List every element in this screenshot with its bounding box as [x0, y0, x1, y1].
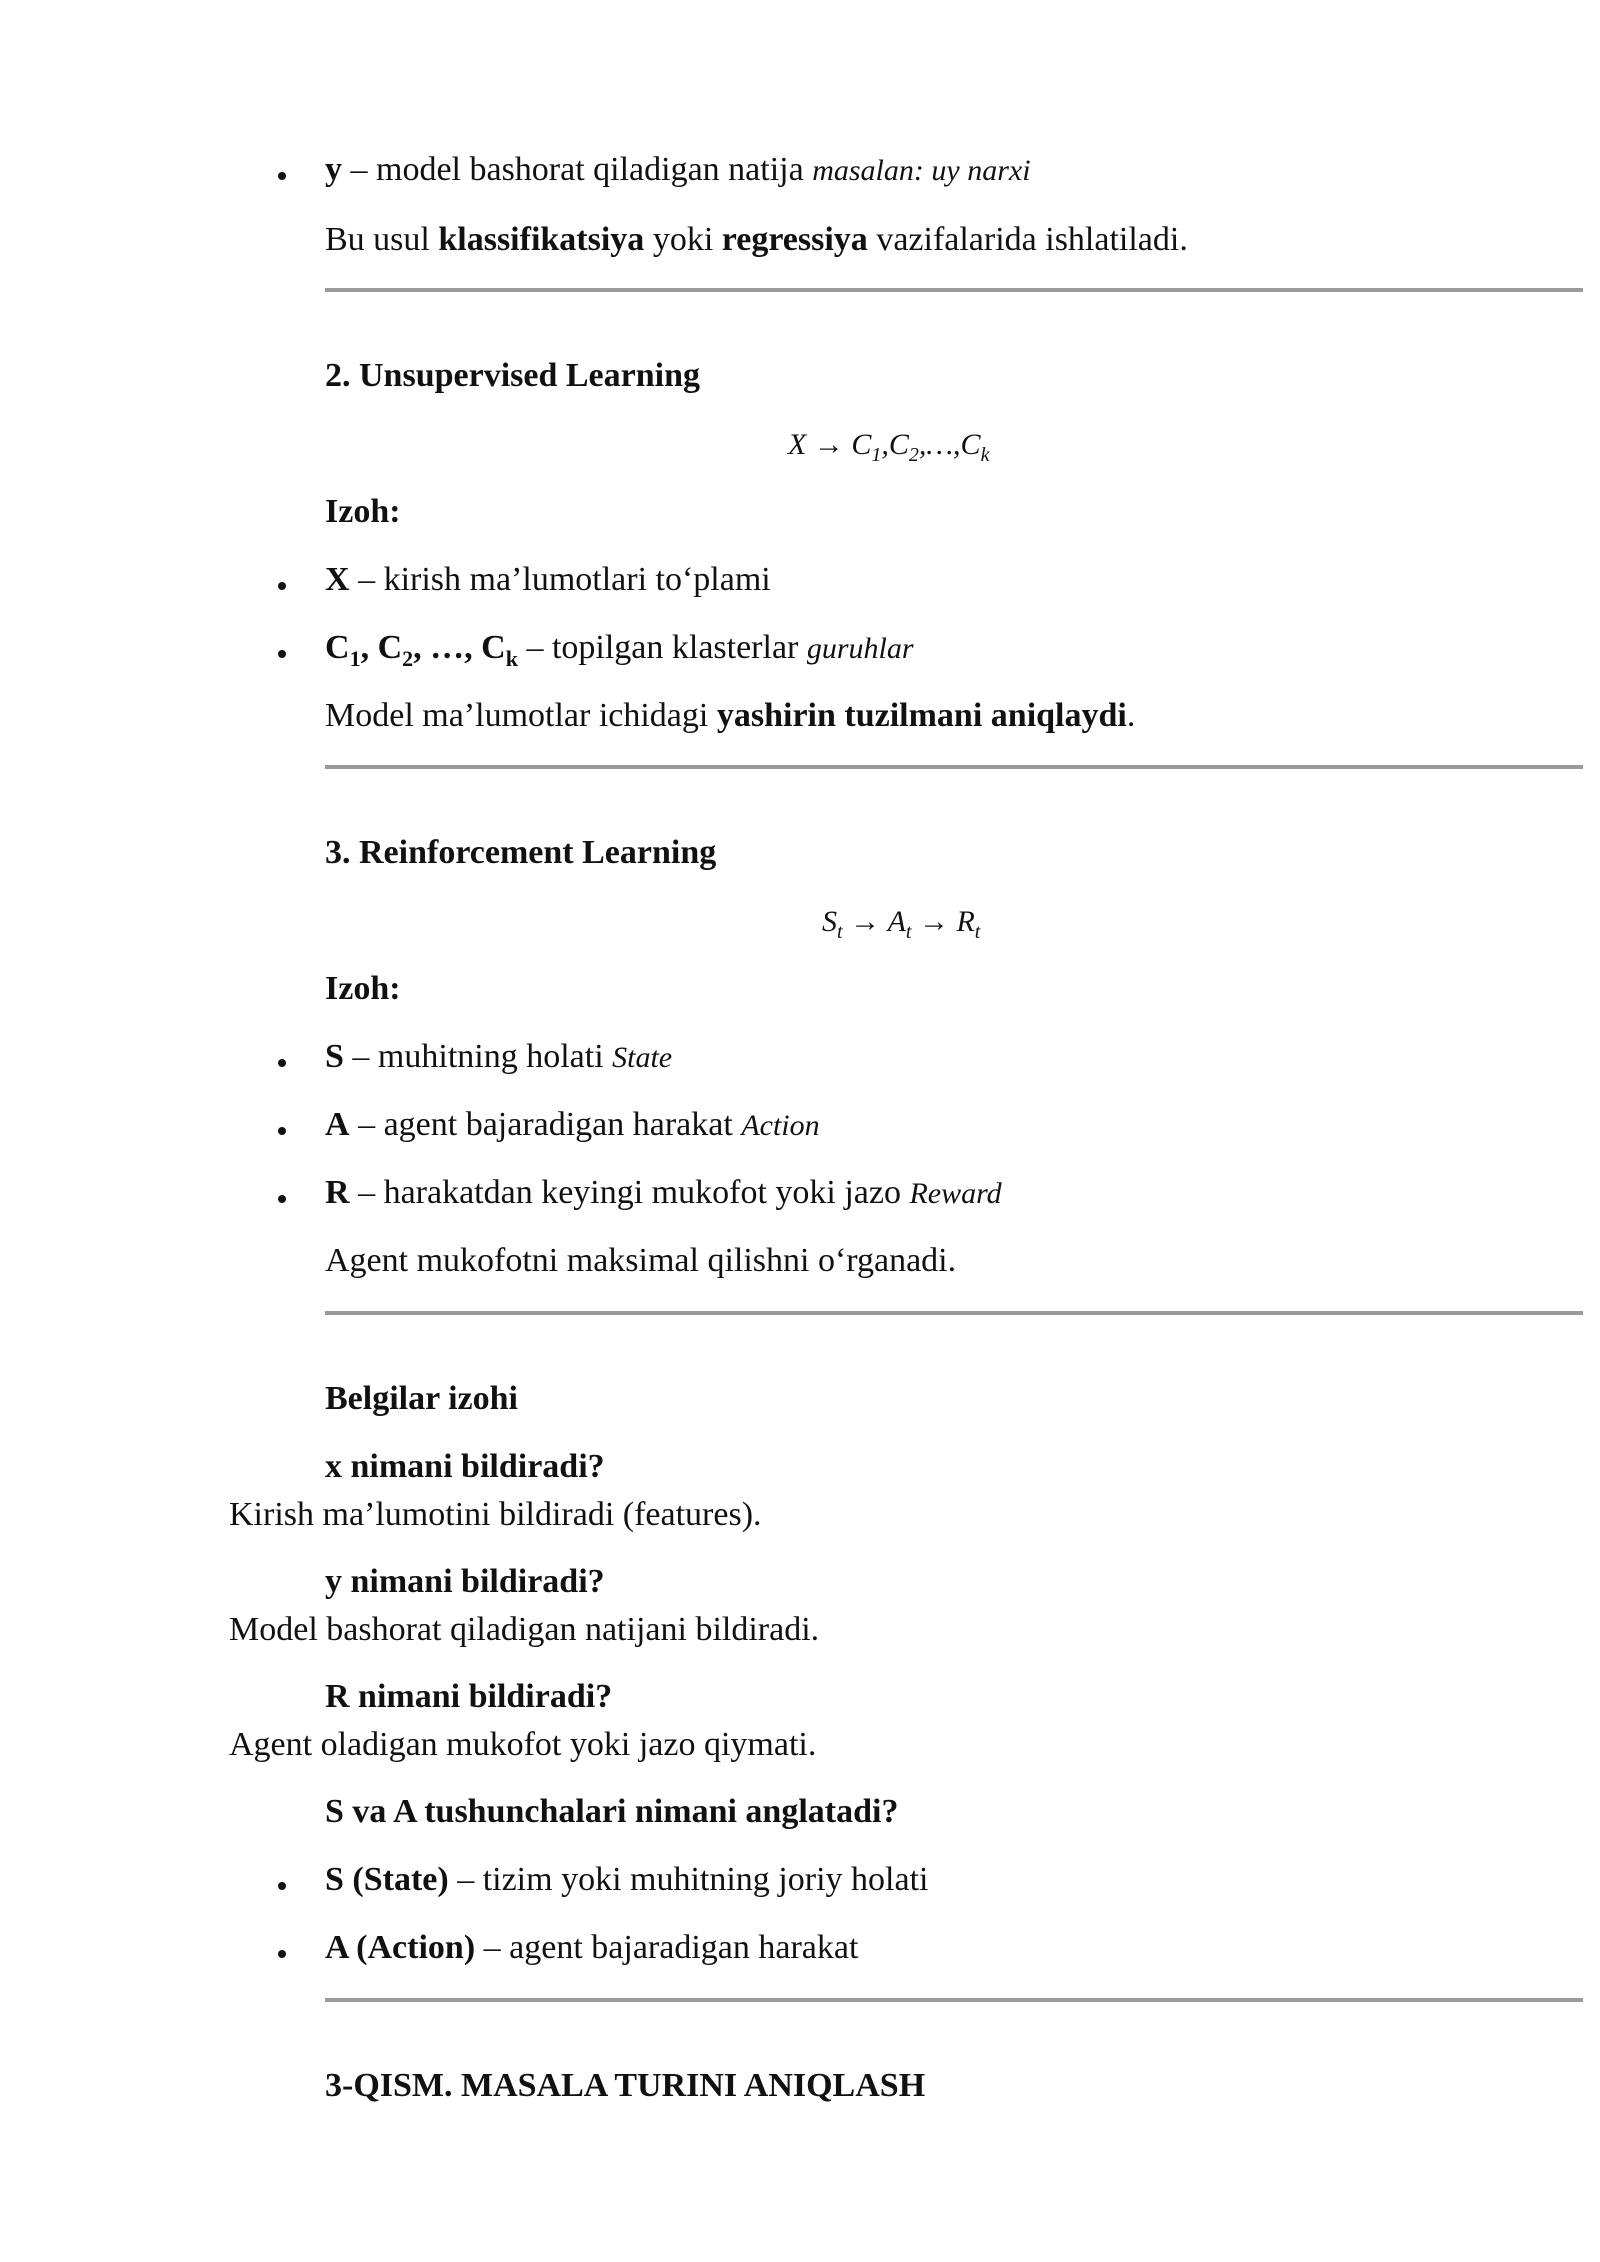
- cluster-sub-k: k: [505, 645, 518, 671]
- symbol-s: S: [325, 1038, 344, 1075]
- formula-r: R: [956, 905, 975, 938]
- question-x: x nimani bildiradi?: [325, 1448, 605, 1485]
- formula-sub-t1: t: [837, 921, 843, 943]
- formula-c1: C: [851, 428, 872, 461]
- answer-r: Agent oladigan mukofot yoki jazo qiymati.: [229, 1726, 817, 1763]
- summary-bold: yashirin tuzilmani aniqlaydi: [716, 697, 1127, 734]
- usage-paragraph: [325, 220, 1188, 261]
- y-definition-text: – model bashorat qiladigan natija: [342, 151, 813, 188]
- part-3-title: 3-QISM. MASALA TURINI ANIQLASH: [325, 2067, 926, 2104]
- cluster-sub-1: 1: [349, 645, 361, 671]
- cluster-c1: C: [325, 629, 350, 666]
- usage-post: vazifalarida ishlatiladi.: [867, 221, 1188, 258]
- cluster-dots: , …,: [413, 629, 482, 666]
- izoh-heading: Izoh:: [325, 493, 401, 530]
- s-definition-note: State: [612, 1041, 673, 1074]
- a-definition-note: Action: [741, 1109, 820, 1142]
- formula-arrow-1: →: [842, 905, 888, 938]
- formula-sub-2: 2: [908, 444, 919, 466]
- usage-mid: yoki: [644, 221, 722, 258]
- clusters-definition-note: guruhlar: [806, 632, 914, 665]
- formula-sub-t3: t: [974, 921, 981, 943]
- bullet-clusters-definition: [325, 628, 914, 672]
- cluster-sub-2: 2: [402, 645, 414, 671]
- symbol-r: R: [325, 1174, 350, 1211]
- x-definition-text: – kirish ma’lumotlari to‘plami: [349, 561, 771, 598]
- question-r: R nimani bildiradi?: [325, 1678, 613, 1715]
- reinforcement-summary: Agent mukofotni maksimal qilishni o‘rganadi.: [325, 1242, 957, 1279]
- formula-c2: C: [888, 428, 909, 461]
- bullet-a-definition: [325, 1105, 820, 1146]
- cluster-comma: ,: [360, 629, 378, 666]
- bullet-state: [325, 1860, 928, 1901]
- formula-s: S: [822, 905, 837, 938]
- s-definition-text: – muhitning holati: [343, 1038, 613, 1075]
- symbol-y: y: [325, 151, 342, 188]
- question-s-a: S va A tushunchalari nimani anglatadi?: [325, 1793, 899, 1830]
- a-definition-text: – agent bajaradigan harakat: [349, 1106, 742, 1143]
- symbol-a: A: [325, 1106, 350, 1143]
- divider: [325, 288, 1583, 292]
- question-y: y nimani bildiradi?: [325, 1563, 605, 1600]
- divider: [325, 1998, 1583, 2002]
- cluster-c2: C: [377, 629, 403, 666]
- formula-sub-t2: t: [905, 921, 912, 943]
- formula-sub-k: k: [980, 444, 990, 466]
- usage-pre: Bu usul: [325, 221, 439, 258]
- y-definition-note: masalan: uy narxi: [812, 154, 1031, 187]
- formula-a: A: [887, 905, 906, 938]
- bullet-y-definition: [325, 150, 1031, 191]
- symbol-x: X: [325, 561, 350, 598]
- unsupervised-summary: [325, 696, 1135, 737]
- usage-classification: klassifikatsiya: [438, 221, 645, 258]
- formula-unsupervised: [788, 428, 989, 467]
- summary-post: .: [1126, 697, 1136, 734]
- section-title-unsupervised: 2. Unsupervised Learning: [325, 357, 700, 394]
- formula-arrow-2: →: [911, 905, 957, 938]
- answer-x: Kirish ma’lumotini bildiradi (features).: [229, 1496, 762, 1533]
- cluster-ck: C: [481, 629, 506, 666]
- section-title-symbols: Belgilar izohi: [325, 1380, 518, 1417]
- r-definition-note: Reward: [909, 1177, 1002, 1210]
- state-definition: – tizim yoki muhitning joriy holati: [448, 1861, 929, 1898]
- formula-sep: ,: [881, 428, 889, 461]
- action-term: A (Action): [325, 1929, 476, 1966]
- formula-ck: C: [960, 428, 981, 461]
- bullet-r-definition: [325, 1173, 1002, 1214]
- formula-reinforcement: [822, 905, 980, 944]
- symbol-clusters: [325, 629, 518, 671]
- formula-dots: ,…,: [918, 428, 961, 461]
- formula-x: X: [788, 428, 807, 461]
- bullet-s-definition: [325, 1037, 672, 1078]
- state-term: S (State): [325, 1861, 449, 1898]
- section-title-reinforcement: 3. Reinforcement Learning: [325, 834, 717, 871]
- clusters-definition-text: – topilgan klasterlar: [517, 629, 807, 666]
- r-definition-text: – harakatdan keyingi mukofot yoki jazo: [349, 1174, 910, 1211]
- action-definition: – agent bajaradigan harakat: [475, 1929, 859, 1966]
- formula-arrow: →: [806, 428, 852, 461]
- usage-regression: regressiya: [721, 221, 868, 258]
- bullet-action: [325, 1928, 858, 1969]
- izoh-heading: Izoh:: [325, 970, 401, 1007]
- summary-pre: Model ma’lumotlar ichidagi: [325, 697, 717, 734]
- formula-sub-1: 1: [871, 444, 882, 466]
- answer-y: Model bashorat qiladigan natijani bildiradi.: [229, 1611, 820, 1648]
- divider: [325, 765, 1583, 769]
- bullet-x-definition: [325, 560, 771, 601]
- divider: [325, 1311, 1583, 1315]
